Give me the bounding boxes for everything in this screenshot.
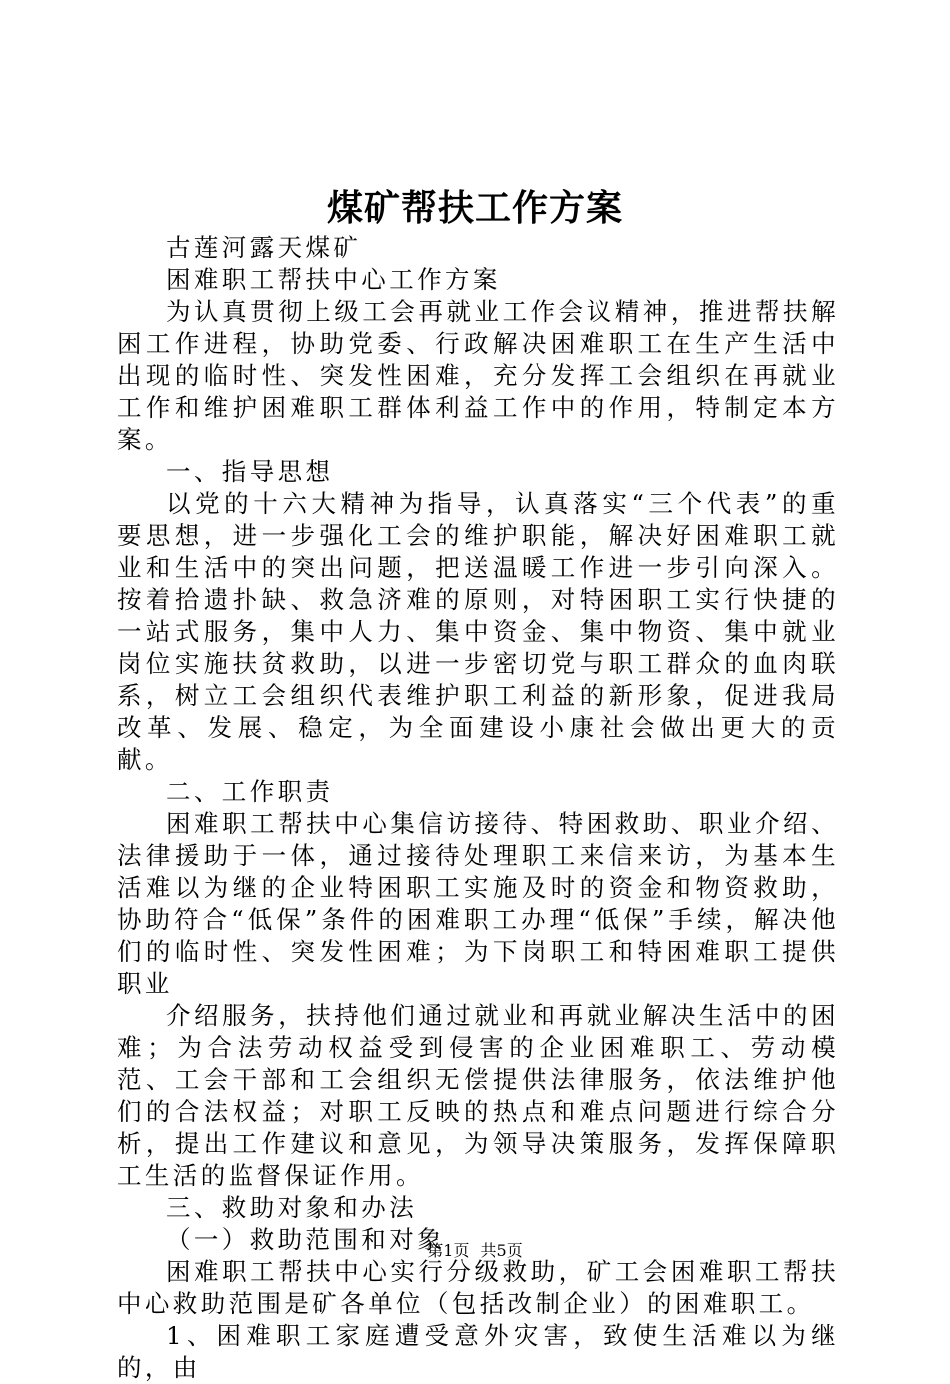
page-total: 共5页 (480, 1241, 523, 1260)
document-body (117, 232, 839, 1384)
paragraph-guiding-thought: 以党的十六大精神为指导，认真落实“三个代表”的重要思想，进一步强化工会的维护职能，解决好困难职工就业和生活中的突出问题，把送温暖工作进一步引向深入。按着拾遗扑缺、救急济难的原则，对特困职工实行快捷的一站式服务，集中人力、集中资金、集中物资、集中就业岗位实施扶贫救助，以进一步密切党与职工群众的血肉联系，树立工会组织代表维护职工利益的新形象，促进我局改革、发展、稳定，为全面建设小康社会做出更大的贡献。 (117, 489, 839, 774)
paragraph-org-name: 古莲河露天煤矿 (166, 233, 362, 262)
document-title: 煤矿帮扶工作方案 (326, 187, 623, 229)
paragraph-scope: 困难职工帮扶中心实行分级救助，矿工会困难职工帮扶中心救助范围是矿各单位（包括改制企业）的困难职工。 (117, 1257, 839, 1318)
subsection-heading-scope: （一）救助范围和对象 (166, 1225, 445, 1254)
section-heading-relief: 三、救助对象和办法 (166, 1193, 418, 1222)
section-heading-guiding-thought: 一、指导思想 (166, 457, 334, 486)
paragraph-duties-2: 介绍服务，扶持他们通过就业和再就业解决生活中的困难；为合法劳动权益受到侵害的企业困难职工、劳动模范、工会干部和工会组织无偿提供法律服务，依法维护他们的合法权益；对职工反映的热点和难点问题进行综合分析，提出工作建议和意见，为领导决策服务，发挥保障职工生活的监督保证作用。 (117, 1001, 839, 1190)
page-footer (0, 1240, 950, 1262)
section-heading-duties: 二、工作职责 (166, 777, 334, 806)
paragraph-intro: 为认真贯彻上级工会再就业工作会议精神，推进帮扶解困工作进程，协助党委、行政解决困难职工在生产生活中出现的临时性、突发性困难，充分发挥工会组织在再就业工作和维护困难职工群体利益工作中的作用，特制定本方案。 (117, 297, 839, 454)
paragraph-plan-name: 困难职工帮扶中心工作方案 (166, 265, 501, 294)
paragraph-item-1: 1、困难职工家庭遭受意外灾害，致使生活难以为继的，由 (117, 1321, 839, 1382)
page-number: 第1页 (427, 1241, 470, 1260)
paragraph-duties-1: 困难职工帮扶中心集信访接待、特困救助、职业介绍、法律援助于一体，通过接待处理职工来信来访，为基本生活难以为继的企业特困职工实施及时的资金和物资救助，协助符合“低保”条件的困难职工办理“低保”手续，解决他们的临时性、突发性困难；为下岗职工和特困难职工提供职业 (117, 809, 839, 998)
